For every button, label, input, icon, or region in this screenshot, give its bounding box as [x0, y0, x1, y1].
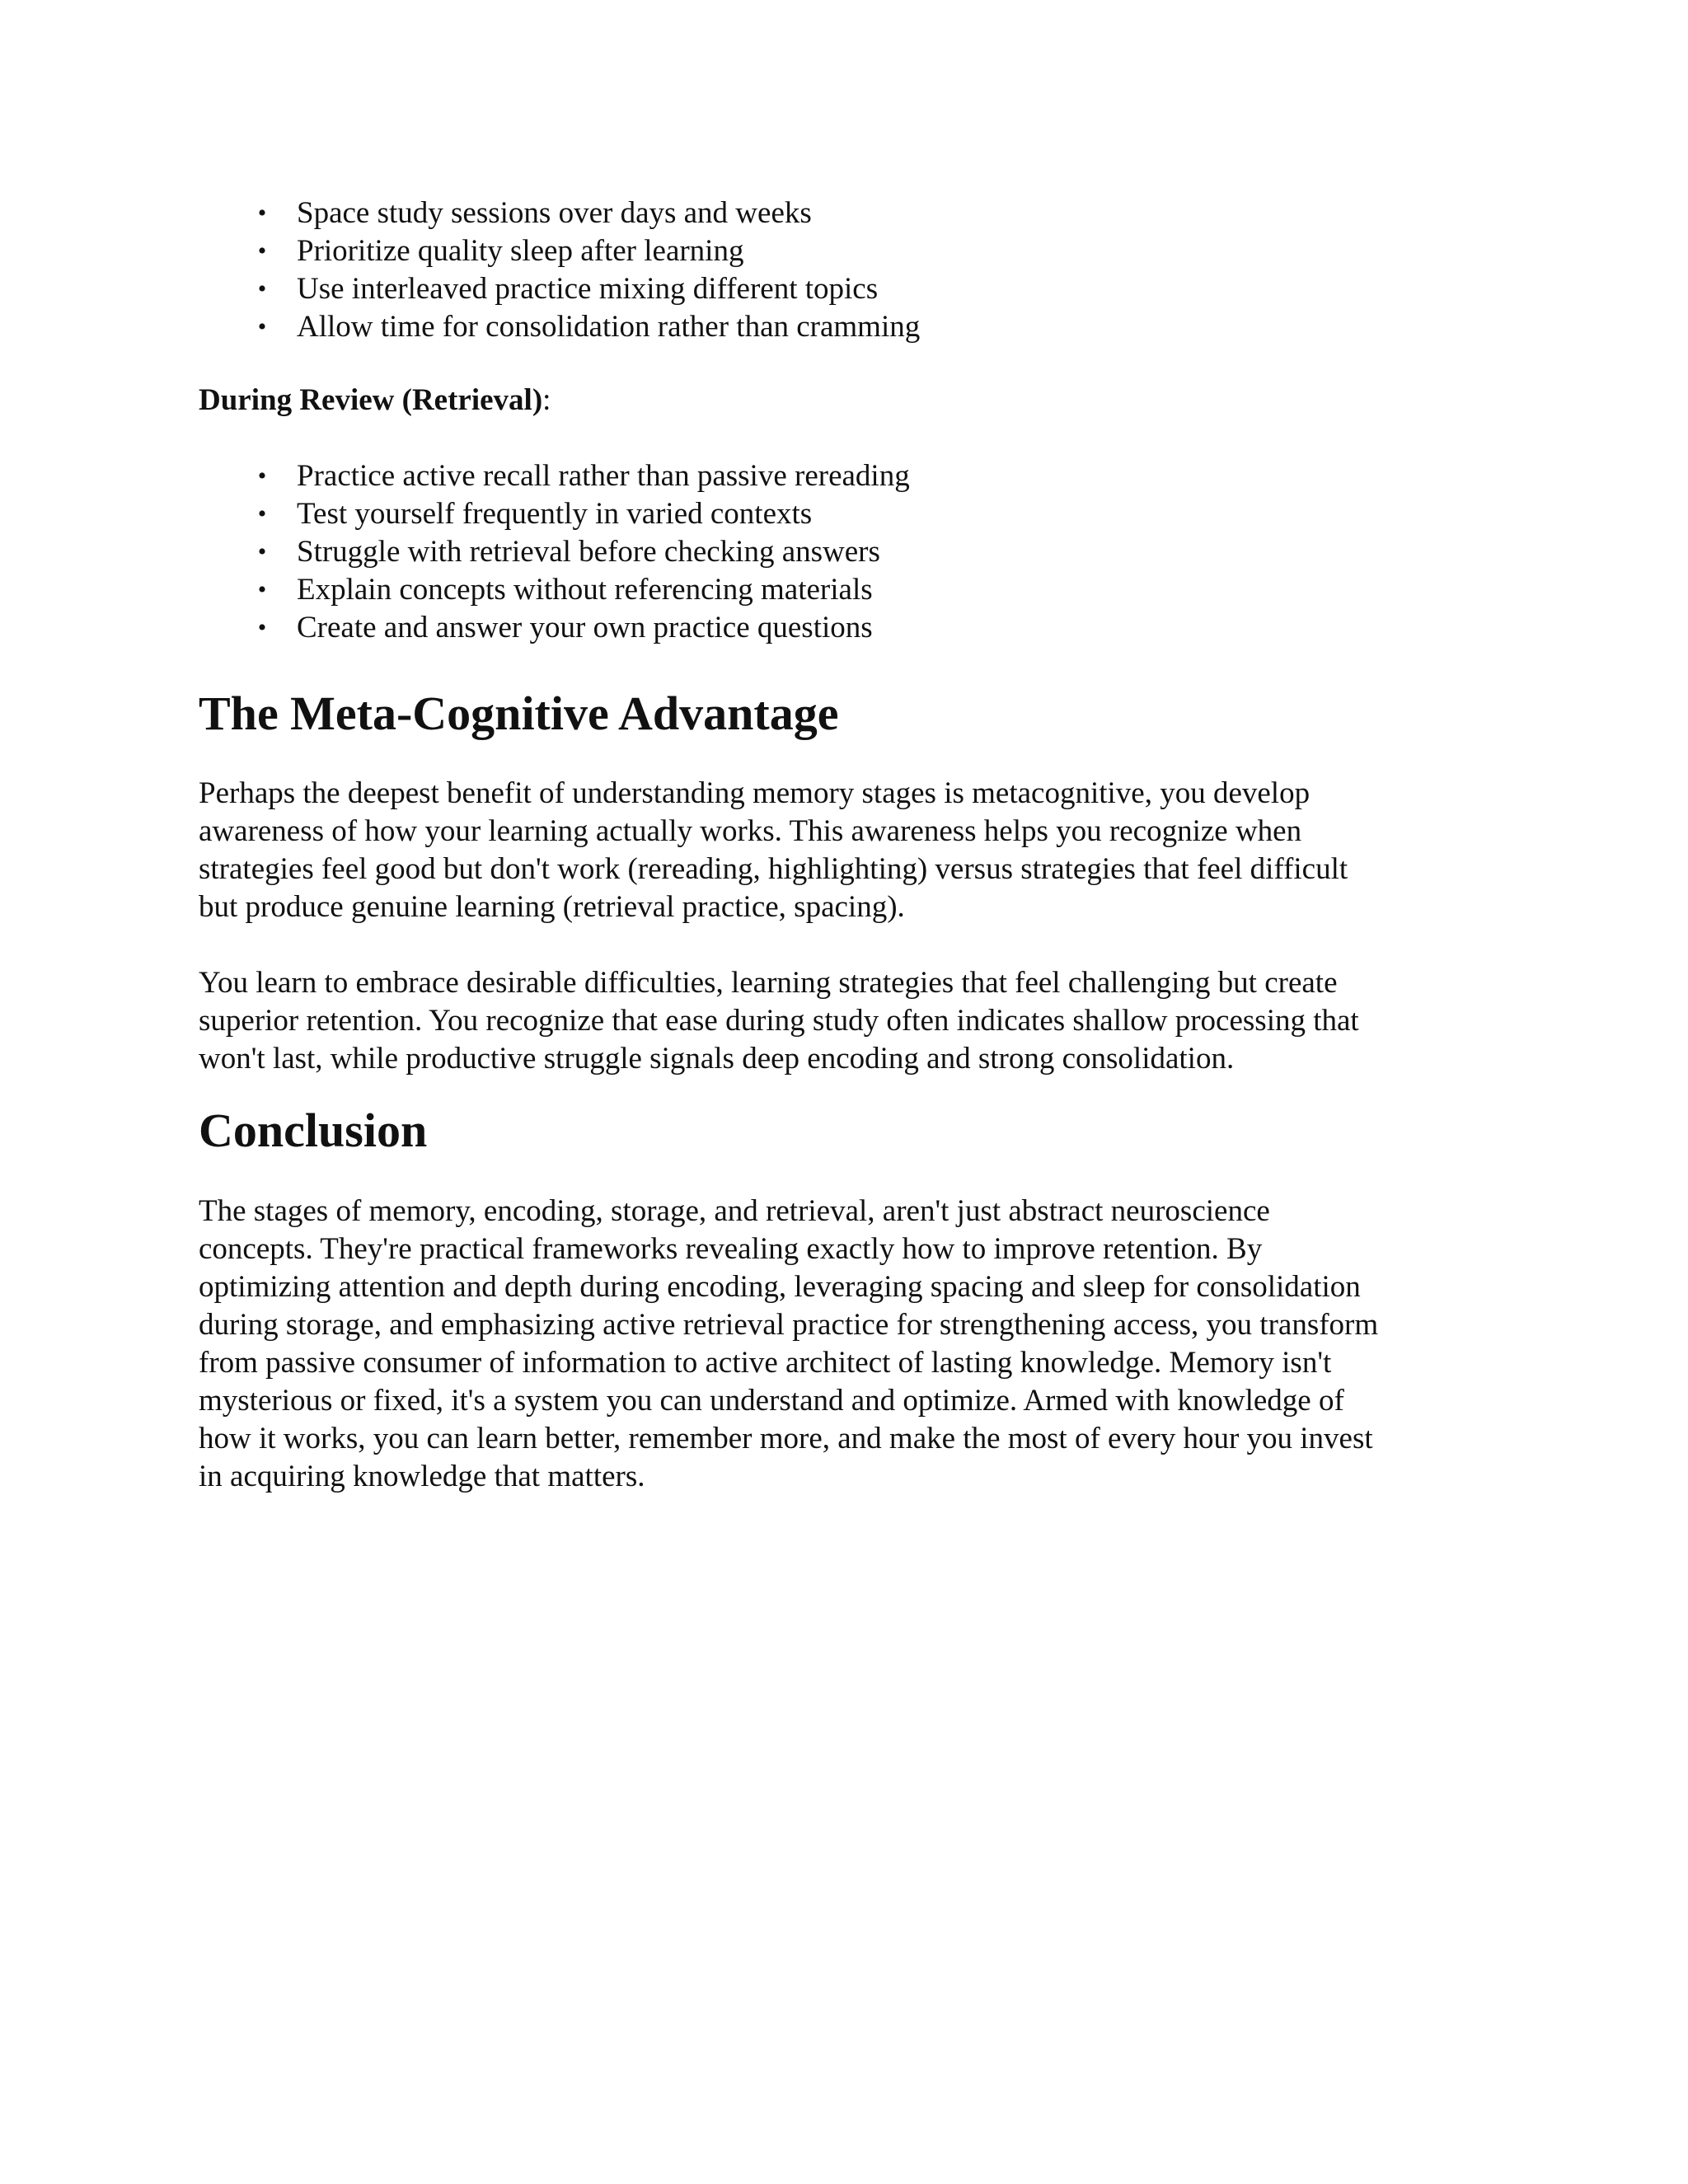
paragraph-line: in acquiring knowledge that matters. — [199, 1460, 645, 1493]
list-item-text: Practice active recall rather than passive rereading — [297, 459, 910, 493]
list-item — [199, 495, 1484, 533]
bullet-icon: • — [257, 538, 267, 565]
paragraph-line: optimizing attention and depth during encoding, leveraging spacing and sleep for consolidation — [199, 1270, 1361, 1304]
list-item — [199, 232, 1484, 270]
list-item-text: Struggle with retrieval before checking answers — [297, 535, 880, 569]
list-item — [199, 270, 1484, 308]
bullet-icon: • — [257, 313, 267, 340]
bullet-icon: • — [257, 199, 267, 227]
page-content — [199, 194, 1484, 1496]
paragraph-line: The stages of memory, encoding, storage, and retrieval, aren't just abstract neuroscience — [199, 1194, 1270, 1228]
list-item — [199, 571, 1484, 609]
retrieval-subheading — [199, 382, 1484, 419]
list-item — [199, 308, 1484, 346]
paragraph-line: during storage, and emphasizing active retrieval practice for strengthening access, you transform — [199, 1308, 1379, 1342]
list-item-text: Space study sessions over days and weeks — [297, 196, 812, 230]
paragraph-line: but produce genuine learning (retrieval practice, spacing). — [199, 890, 905, 924]
paragraph-line: how it works, you can learn better, remember more, and make the most of every hour you invest — [199, 1422, 1373, 1455]
paragraph-line: from passive consumer of information to active architect of lasting knowledge. Memory isn't — [199, 1346, 1332, 1380]
bullet-icon: • — [257, 462, 267, 490]
meta-paragraph-1 — [199, 775, 1484, 926]
list-item — [199, 194, 1484, 232]
list-item-text: Explain concepts without referencing materials — [297, 573, 873, 607]
bullet-icon: • — [257, 576, 267, 603]
paragraph-line: won't last, while productive struggle signals deep encoding and strong consolidation. — [199, 1042, 1235, 1076]
conclusion-paragraph — [199, 1193, 1484, 1496]
bullet-icon: • — [257, 275, 267, 302]
paragraph-line: mysterious or fixed, it's a system you can understand and optimize. Armed with knowledge of — [199, 1384, 1344, 1418]
consolidation-tips-list — [199, 194, 1484, 346]
paragraph-line: Perhaps the deepest benefit of understanding memory stages is metacognitive, you develop — [199, 776, 1311, 810]
bullet-icon: • — [257, 614, 267, 641]
list-item-text: Prioritize quality sleep after learning — [297, 234, 744, 268]
conclusion-heading: Conclusion — [199, 1104, 428, 1157]
list-item-text: Test yourself frequently in varied contexts — [297, 497, 813, 531]
list-item-text: Use interleaved practice mixing different topics — [297, 272, 879, 306]
paragraph-line: You learn to embrace desirable difficulties, learning strategies that feel challenging but create — [199, 966, 1338, 1000]
paragraph-line: concepts. They're practical frameworks revealing exactly how to improve retention. By — [199, 1232, 1263, 1266]
retrieval-subheading-colon: : — [542, 383, 551, 417]
list-item — [199, 533, 1484, 571]
retrieval-tips-list — [199, 457, 1484, 647]
list-item-text: Create and answer your own practice questions — [297, 611, 873, 644]
paragraph-line: superior retention. You recognize that ease during study often indicates shallow processing that — [199, 1004, 1359, 1038]
list-item — [199, 609, 1484, 647]
paragraph-line: strategies feel good but don't work (rereading, highlighting) versus strategies that feel difficult — [199, 852, 1348, 886]
list-item — [199, 457, 1484, 495]
retrieval-subheading-label: During Review (Retrieval) — [199, 383, 543, 417]
paragraph-line: awareness of how your learning actually works. This awareness helps you recognize when — [199, 814, 1302, 848]
meta-cognitive-heading: The Meta-Cognitive Advantage — [199, 687, 839, 740]
list-item-text: Allow time for consolidation rather than cramming — [297, 310, 921, 344]
bullet-icon: • — [257, 500, 267, 527]
bullet-icon: • — [257, 237, 267, 265]
meta-paragraph-2 — [199, 964, 1484, 1078]
